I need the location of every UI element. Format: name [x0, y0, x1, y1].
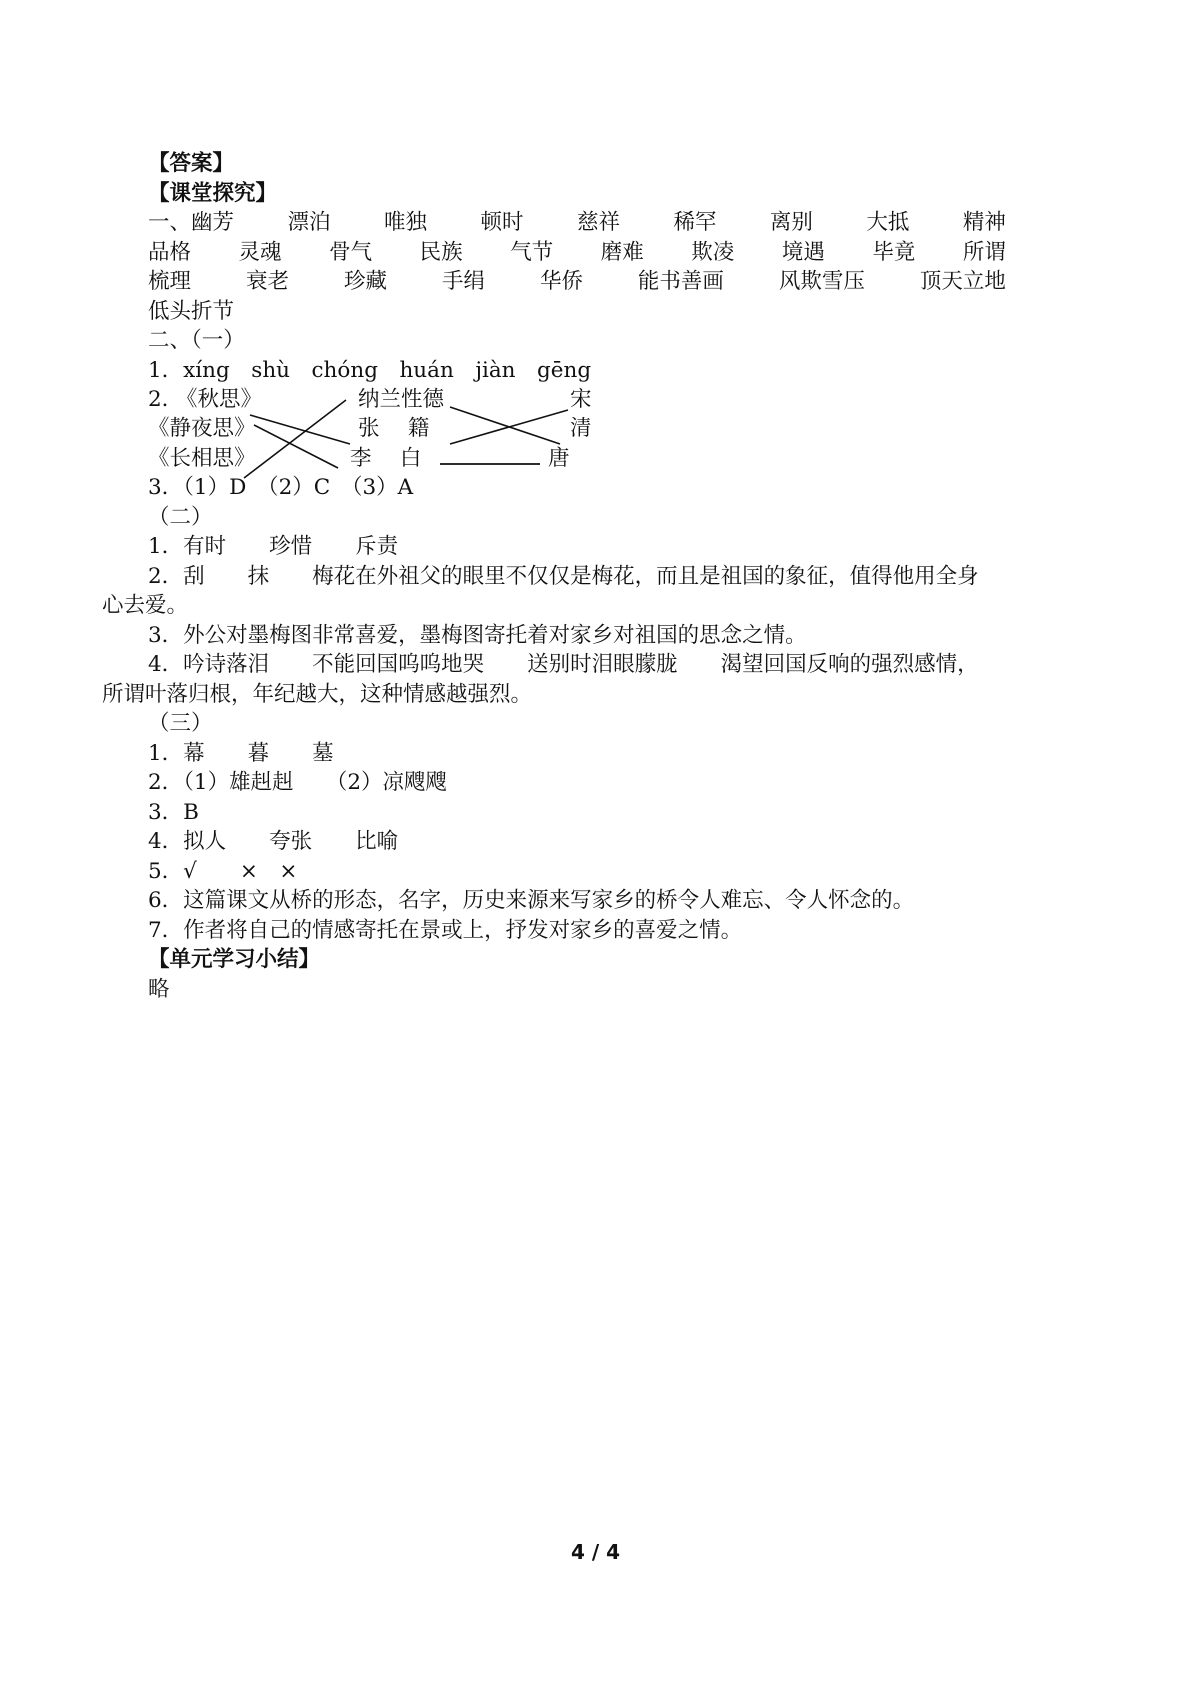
part2b-q4-cont: 所谓叶落归根，年纪越大，这种情感越强烈。 — [102, 682, 533, 707]
part1-word: 所谓 — [962, 240, 1006, 265]
part2b-q2: 2．刮 抹 梅花在外祖父的眼里不仅仅是梅花，而且是祖国的象征，值得他用全身 — [148, 564, 979, 589]
match-number: 2． — [148, 387, 184, 412]
match-poem-3: 《长相思》 — [148, 446, 256, 471]
match-poet-2: 张 籍 — [358, 416, 430, 441]
match-poet-1: 纳兰性德 — [358, 387, 445, 412]
part1-word: 欺凌 — [691, 240, 735, 265]
part1-word: 精神 — [962, 210, 1006, 235]
part1-word: 毕竟 — [872, 240, 916, 265]
part1-word: 华侨 — [539, 269, 583, 294]
part2c-q2: 2．（1）雄赳赳 （2）凉飕飕 — [148, 770, 448, 795]
match-dynasty-1: 宋 — [570, 387, 592, 412]
part1-word: 离别 — [769, 210, 813, 235]
match-poem-1: 《秋思》 — [176, 387, 263, 412]
match-poet-3: 李 白 — [350, 446, 422, 471]
part2b-q2-cont: 心去爱。 — [102, 593, 189, 618]
part1-word: 一、幽芳 — [148, 210, 235, 235]
part1-word: 民族 — [419, 240, 463, 265]
match-dynasty-2: 清 — [570, 416, 592, 441]
part1-word: 衰老 — [245, 269, 289, 294]
part1-word: 唯独 — [383, 210, 427, 235]
part1-word: 珍藏 — [343, 269, 387, 294]
part1-word: 慈祥 — [576, 210, 620, 235]
match-line-zhangji-tang — [450, 410, 568, 444]
part2-q1: 1．xíng shù chóng huán jiàn gēng — [148, 358, 592, 383]
answer-heading: 【答案】 — [148, 151, 235, 176]
part1-word: 气节 — [510, 240, 554, 265]
part2c-q1: 1．幕 暮 墓 — [148, 741, 334, 766]
match-line-qiusi-zhangji — [250, 415, 350, 444]
part2c-q6: 6．这篇课文从桥的形态，名字，历史来源来写家乡的桥令人难忘、令人怀念的。 — [148, 888, 915, 913]
part2c-q3: 3．B — [148, 800, 199, 825]
part2b-label: （二） — [148, 505, 213, 530]
part2b-q4: 4．吟诗落泪 不能回国呜呜地哭 送别时泪眼朦胧 渴望回国反响的强烈感情， — [148, 652, 979, 677]
part2-label: 二、（一） — [148, 328, 245, 353]
part1-word: 境遇 — [781, 240, 825, 265]
part1-word: 手绢 — [441, 269, 485, 294]
part2c-q5: 5．√ × × — [148, 859, 298, 884]
part2c-label: （三） — [148, 711, 213, 736]
part2-q3: 3．（1）D （2）C （3）A — [148, 475, 414, 500]
part1-word: 骨气 — [329, 240, 373, 265]
part2c-q7: 7．作者将自己的情感寄托在景或上，抒发对家乡的喜爱之情。 — [148, 918, 743, 943]
part1-word: 漂泊 — [287, 210, 331, 235]
part1-word: 风欺雪压 — [778, 269, 865, 294]
part1-word: 顿时 — [480, 210, 524, 235]
part1-word: 品格 — [148, 240, 192, 265]
part2c-q4: 4．拟人 夸张 比喻 — [148, 829, 399, 854]
part2b-q3: 3．外公对墨梅图非常喜爱，墨梅图寄托着对家乡对祖国的思念之情。 — [148, 623, 807, 648]
classroom-heading: 【课堂探究】 — [148, 181, 278, 206]
part1-word: 顶天立地 — [919, 269, 1006, 294]
part1-word: 能书善画 — [637, 269, 724, 294]
summary-text: 略 — [148, 977, 170, 1002]
match-poem-2: 《静夜思》 — [148, 416, 256, 441]
page-number: 4 / 4 — [570, 1540, 621, 1564]
summary-heading: 【单元学习小结】 — [148, 947, 321, 972]
part1-word: 大抵 — [866, 210, 910, 235]
part1-word: 灵魂 — [238, 240, 282, 265]
part1-word: 稀罕 — [673, 210, 717, 235]
part2b-q1: 1．有时 珍惜 斥责 — [148, 534, 399, 559]
match-dynasty-3: 唐 — [548, 446, 570, 471]
part1-row4: 低头折节 — [148, 299, 235, 324]
part1-word: 梳理 — [148, 269, 192, 294]
part1-word: 磨难 — [600, 240, 644, 265]
